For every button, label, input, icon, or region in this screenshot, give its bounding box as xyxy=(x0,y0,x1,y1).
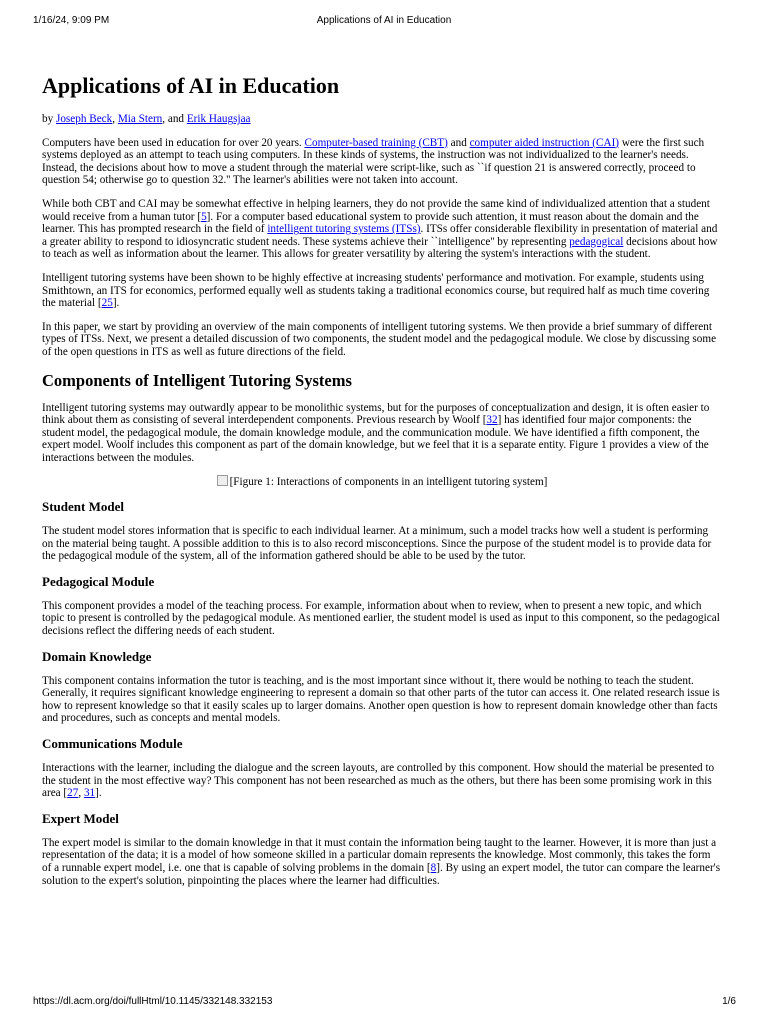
byline-by: by xyxy=(42,113,56,125)
text: . ITSs offer considerable flexibility in presentation of material and a greater ability to respond to idiosyncratic student needs. These systems achieve their ``intelligence'' by representing xyxy=(42,223,718,248)
print-footer xyxy=(0,996,768,1010)
paragraph: In this paper, we start by providing an overview of the main components of intelligent tutoring systems. We then provide a brief summary of different types of ITSs. Next, we present a detailed discussion of two components, the student model and the pedagogical module. We close by discussing some of the open questions in ITS as well as future directions of the field. xyxy=(42,320,717,358)
print-header xyxy=(0,15,768,29)
author-link-joseph-beck[interactable]: Joseph Beck xyxy=(55,113,113,125)
article-title: Applications of AI in Education xyxy=(42,73,340,98)
citation-link-5[interactable]: 5 xyxy=(201,210,207,223)
paragraph: This component provides a model of the teaching process. For example, information about when to review, when to present a new topic, and which topic to present is controlled by the pedagogical module. As mentioned earlier, the student model is used as input to this component, so the pedagogical decisions reflect the differing needs of each student. xyxy=(42,599,720,638)
text: ]. By using an expert model, the tutor can compare the learner's solution to the expert's solution, pinpointing the places where the learner had difficulties. xyxy=(42,861,721,887)
subsection-heading-pedagogical-module: Pedagogical Module xyxy=(42,573,155,589)
text: , xyxy=(78,787,84,800)
paragraph xyxy=(42,137,722,187)
text: ]. xyxy=(95,787,102,800)
paragraph xyxy=(42,272,722,310)
text: ] has identified four major components: the student model, the pedagogical module, the domain knowledge module, and the communication module. We have identified a fifth component, the expert model. Woolf includes this component as part of the domain knowledge, but we feel that it is a separate entity. Figure 1 provides a view of the interactions between the modules. xyxy=(42,414,709,464)
link-its[interactable]: intelligent tutoring systems (ITSs) xyxy=(267,223,421,236)
text: were the first such systems deployed as an attempt to teach using computers. In these kinds of systems, the instruction was not individualized to the learner's needs. Instead, the decisions about how to move a student through the material were script-like, such as ``if question 21 is answered correctly, proceed to question 54; otherwise go to question 32.'' The learner's abilities were not taken into account. xyxy=(42,136,705,187)
subsection-heading-student-model: Student Model xyxy=(42,499,124,515)
text: ]. For a computer based educational system to provide such attention, it must reason about the domain and the learner. This has prompted research in the field of xyxy=(42,210,699,236)
byline-sep: , and xyxy=(162,113,187,125)
print-page-number: 1/6 xyxy=(722,996,736,1007)
text: Intelligent tutoring systems may outwardly appear to be monolithic systems, but for the purposes of conceptualization and design, it is often easier to think about them as consisting of several interdependent components. Previous research by Woolf [ xyxy=(42,401,710,427)
text: While both CBT and CAI may be somewhat effective in helping learners, they do not provide the same kind of individualized attention that a student would receive from a human tutor [ xyxy=(42,197,710,223)
text: The expert model is similar to the domain knowledge in that it must contain the information being taught to the learner. However, it is more than just a representation of the data; it is a model of how someone skilled in a particular domain represents the knowledge. Most commonly, this takes the form of a runnable expert model, i.e. one that is capable of solving problems in the domain [ xyxy=(42,836,717,874)
section-heading-components: Components of Intelligent Tutoring Systems xyxy=(42,370,352,390)
byline xyxy=(42,113,722,126)
citation-link-25[interactable]: 25 xyxy=(101,297,113,310)
text: ]. xyxy=(112,297,120,310)
paragraph xyxy=(42,402,722,465)
broken-image-icon xyxy=(217,475,228,486)
author-link-mia-stern[interactable]: Mia Stern xyxy=(117,113,163,125)
text: Computers have been used in education for over 20 years. xyxy=(42,136,305,149)
paragraph xyxy=(42,837,722,887)
text: and xyxy=(447,136,470,149)
citation-link-27[interactable]: 27 xyxy=(67,787,79,800)
citation-link-8[interactable]: 8 xyxy=(430,861,437,874)
link-pedagogical[interactable]: pedagogical xyxy=(569,235,624,248)
print-datetime: 1/16/24, 9:09 PM xyxy=(33,15,110,26)
link-cai[interactable]: computer aided instruction (CAI) xyxy=(469,136,620,149)
subsection-heading-domain-knowledge: Domain Knowledge xyxy=(42,648,152,664)
paragraph: The student model stores information that is specific to each individual learner. At a minimum, such a model tracks how well a student is performing on the material being taught. A possible addition to this is to also record misconceptions. Since the purpose of the student model is to provide data for the pedagogical module of the system, all of the information gathered should be able to be used by the tutor. xyxy=(42,525,712,563)
article-content xyxy=(42,72,722,898)
subsection-heading-communications-module: Communications Module xyxy=(42,736,183,751)
subsection-heading-expert-model: Expert Model xyxy=(42,810,119,826)
paragraph xyxy=(42,762,722,800)
text: decisions about how to teach as well as information about the learner. This allows for greater versatility by altering the system's interactions with the student. xyxy=(42,235,718,261)
figure-alt-text: [Figure 1: Interactions of components in an intelligent tutoring system] xyxy=(229,476,548,489)
text: Intelligent tutoring systems have been shown to be highly effective at increasing students' performance and motivation. For example, students using Smithtown, an ITS for economics, performed equally well as students taking a traditional economics course, but required half as much time covering the material [ xyxy=(42,271,710,310)
paragraph: This component contains information the tutor is teaching, and is the most important since without it, there would be nothing to teach the student. Generally, it requires significant knowledge engineering to represent a domain so that other parts of the tutor can access it. One related research issue is how to represent knowledge so that it easily scales up to larger domains. Another open question is how to represent domain knowledge other than facts and procedures, such as concepts and mental models. xyxy=(42,674,720,725)
paragraph xyxy=(42,198,722,261)
citation-link-32[interactable]: 32 xyxy=(486,414,498,427)
figure-1 xyxy=(42,475,722,489)
text: Interactions with the learner, including the dialogue and the screen layouts, are controlled by this component. How should the material be presented to the student in the most effective way? This component has not been researched as much as the others, but there has been some promising work in this area [ xyxy=(42,762,715,800)
print-url: https://dl.acm.org/doi/fullHtml/10.1145/332148.332153 xyxy=(33,996,273,1007)
byline-sep: , xyxy=(112,113,118,125)
author-link-erik-haugsjaa[interactable]: Erik Haugsjaa xyxy=(186,113,251,125)
citation-link-31[interactable]: 31 xyxy=(83,787,96,800)
link-cbt[interactable]: Computer-based training (CBT) xyxy=(304,136,448,149)
print-title: Applications of AI in Education xyxy=(316,15,452,26)
